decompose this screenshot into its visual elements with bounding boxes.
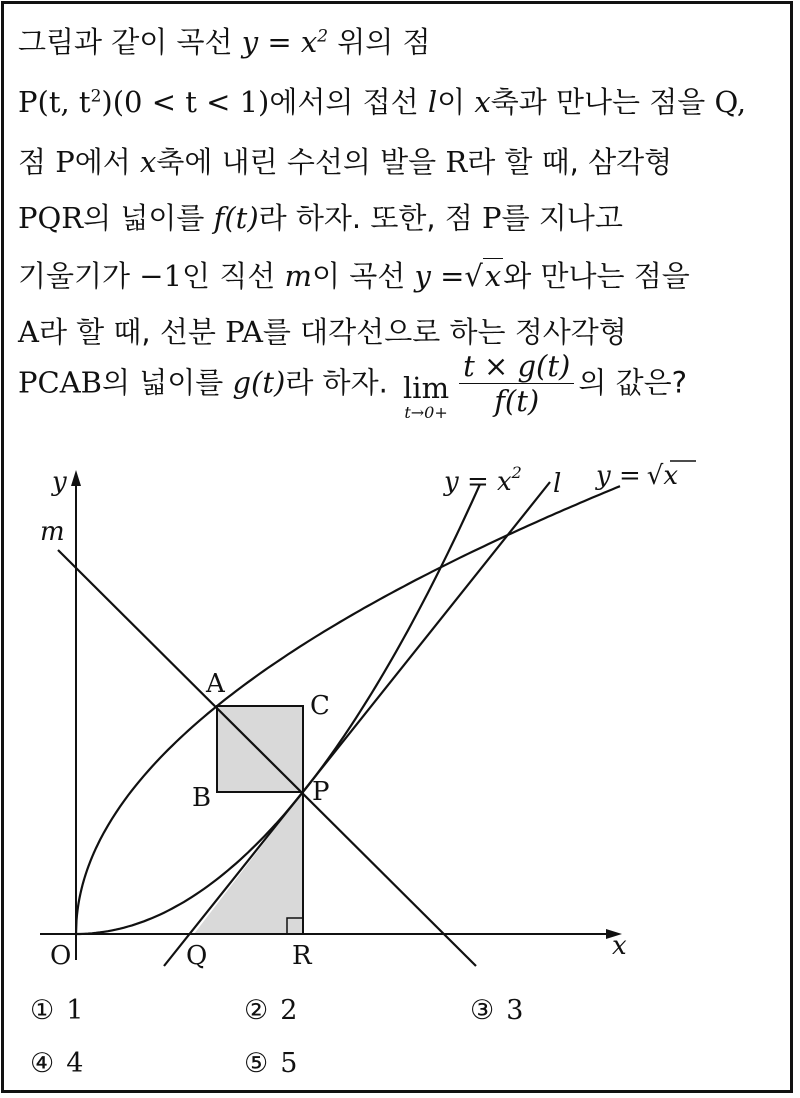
exponent: 2 [317, 26, 329, 47]
g-of-t: g(t) [232, 365, 286, 400]
text: 라 할 때, 삼각형 [467, 145, 673, 179]
choice-mark: ② [244, 995, 269, 1026]
text: 라 하자. [285, 365, 398, 400]
choice-mark: ⑤ [244, 1048, 269, 1079]
line-l-label: l [553, 469, 562, 499]
text: 를 지나고 [501, 201, 623, 235]
text: 의 값은? [578, 365, 687, 400]
origin-label: O [50, 941, 72, 971]
point-r-symbol: R [445, 145, 468, 179]
choice-value: 4 [66, 1048, 84, 1079]
choice-value: 3 [506, 995, 524, 1026]
text: 축과 만나는 점을 [490, 85, 715, 119]
text: 를 대각선으로 하는 정사각형 [262, 315, 627, 349]
choice-mark: ④ [30, 1048, 55, 1079]
text: 위의 점 [328, 25, 431, 59]
line-m-label: m [40, 517, 65, 547]
sqrt-x: √x [464, 259, 502, 293]
y-axis-arrow [71, 470, 81, 486]
fraction-numerator: t × g(t) [459, 350, 574, 384]
lim-word: lim [403, 370, 450, 405]
text: 기울기가 [18, 259, 140, 293]
text: 이 [437, 85, 475, 119]
lim-subscript: t→0+ [404, 402, 448, 422]
point-p-expr: P(t, t [18, 85, 91, 119]
sqrt-radicand: x [484, 259, 502, 293]
line-m-symbol: m [284, 259, 313, 293]
curve-expr: y = x [241, 25, 318, 59]
text: 인 직선 [182, 259, 285, 293]
sqrt-curve-label: y = √x [596, 461, 678, 491]
square-pcab [217, 706, 303, 792]
text: 라 할 때, 선분 [38, 315, 226, 349]
x-symbol: x [140, 145, 157, 179]
choice-mark: ③ [470, 995, 495, 1026]
choice-5[interactable] [244, 1048, 297, 1079]
choice-value: 1 [66, 995, 84, 1026]
choice-2[interactable] [244, 995, 297, 1026]
exponent: 2 [90, 86, 102, 107]
triangle-symbol: PQR [18, 201, 84, 235]
line-l-symbol: l [427, 85, 438, 119]
text: 와 만나는 점을 [503, 259, 690, 293]
point-q-label: Q [186, 941, 208, 971]
text: 이 곡선 [312, 259, 415, 293]
point-p-label: P [312, 777, 330, 807]
point-c-label: C [310, 691, 330, 721]
text: 의 넓이를 [83, 201, 214, 235]
choice-4[interactable] [30, 1048, 83, 1079]
choice-mark: ① [30, 995, 55, 1026]
square-symbol: PCAB [18, 365, 102, 400]
choice-1[interactable] [30, 995, 83, 1026]
point-p-range: )(0 < t < 1) [101, 85, 270, 119]
segment-pa: PA [225, 315, 263, 349]
text: 의 넓이를 [101, 365, 233, 400]
sqrt-curve [76, 486, 620, 934]
y-axis-label: y [52, 467, 67, 497]
fraction-denominator: f(t) [494, 384, 540, 419]
point-r-label: R [292, 941, 312, 971]
x-symbol: x [474, 85, 491, 119]
point-q-symbol: Q, [714, 85, 747, 119]
choice-3[interactable] [470, 995, 523, 1026]
point-p-symbol: P [482, 201, 502, 235]
parabola-label: $y = x^2$ [444, 463, 522, 497]
text: 라 하자. 또한, 점 [258, 201, 483, 235]
point-p-symbol: P [55, 145, 75, 179]
curve-lhs: y = [414, 259, 465, 293]
text: 에서의 접선 [269, 85, 428, 119]
text: 에서 [74, 145, 140, 179]
text: 축에 내린 수선의 발을 [156, 145, 446, 179]
choice-value: 2 [280, 995, 298, 1026]
choice-value: 5 [280, 1048, 298, 1079]
point-a-label: A [206, 669, 225, 699]
slope-value: −1 [139, 259, 183, 293]
f-of-t: f(t) [213, 201, 259, 235]
text: 그림과 같이 곡선 [18, 25, 242, 59]
point-b-label: B [192, 783, 212, 813]
x-axis-label: x [612, 931, 627, 961]
point-a-symbol: A [18, 315, 39, 349]
text: 점 [18, 145, 56, 179]
